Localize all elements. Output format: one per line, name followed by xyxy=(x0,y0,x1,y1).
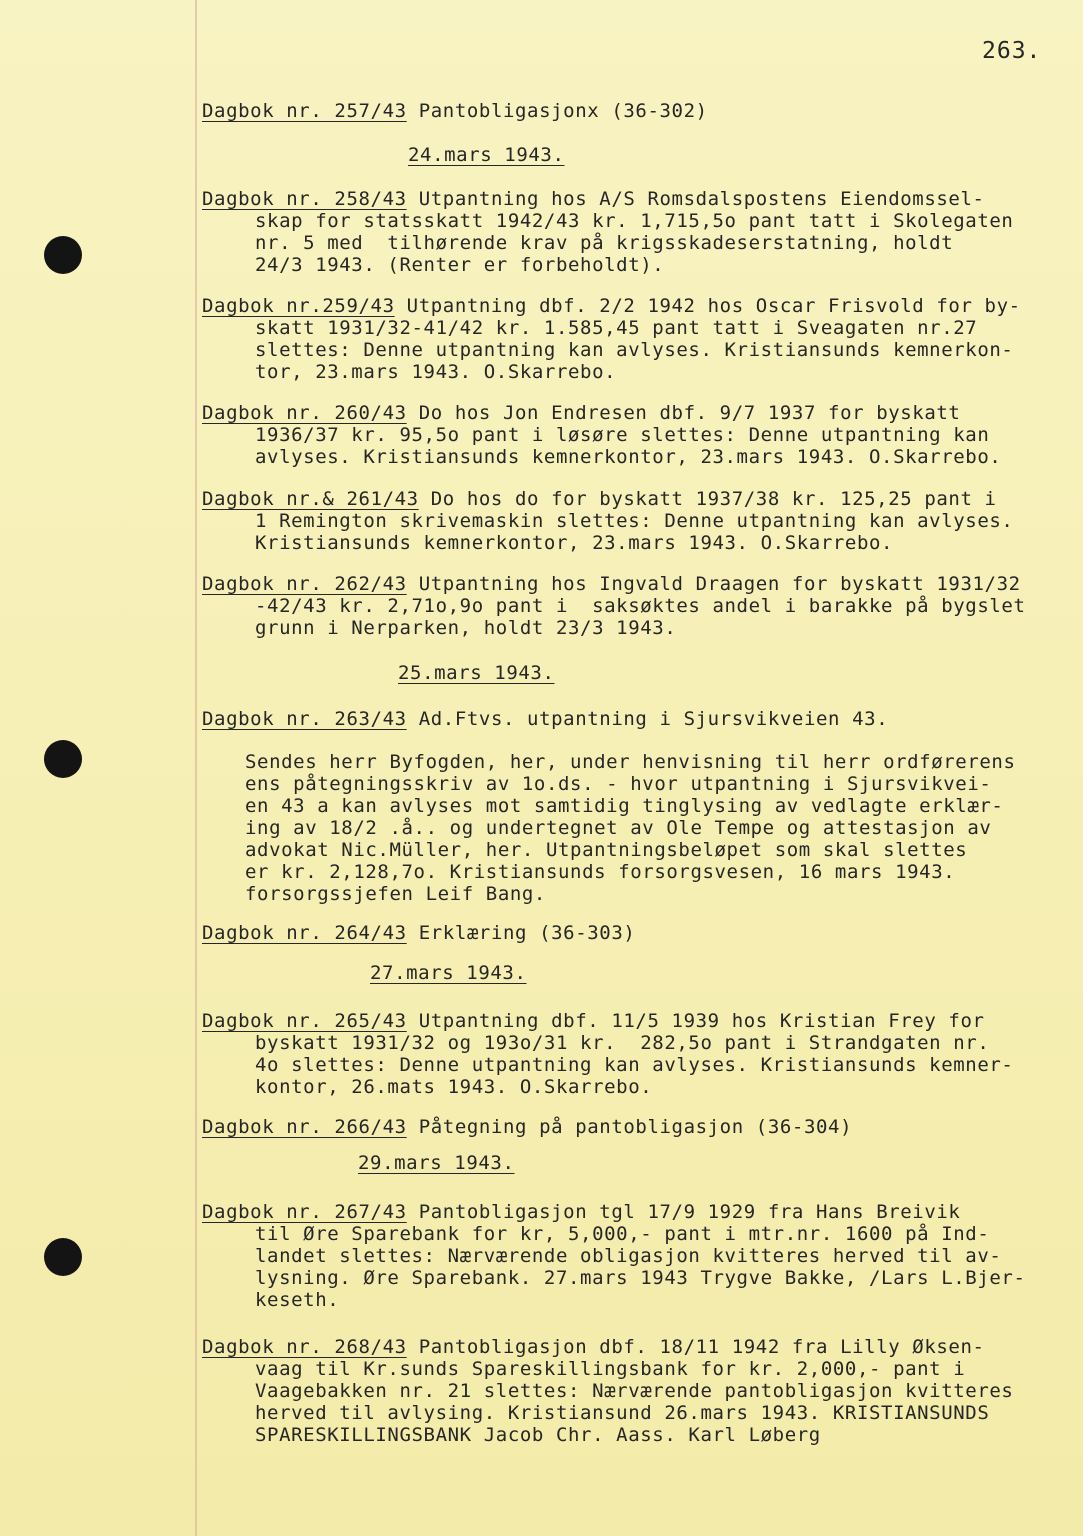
entry-line xyxy=(202,402,960,424)
entry-text: Pantobligasjonx (36-302) xyxy=(406,100,708,122)
entry-number: Dagbok nr. 263/43 xyxy=(202,708,407,730)
date-heading: 27.mars 1943. xyxy=(370,962,527,984)
entry-number: Dagbok nr.& 261/43 xyxy=(202,488,419,510)
date-heading: 29.mars 1943. xyxy=(358,1152,515,1174)
entry-line: skatt 1931/32-41/42 kr. 1.585,45 pant tatt i Sveagaten nr.27 xyxy=(255,317,978,339)
entry-line: en 43 a kan avlyses mot samtidig tinglysing av vedlagte erklær- xyxy=(245,795,1004,817)
entry-line xyxy=(202,488,997,510)
entry-line xyxy=(202,295,1021,317)
entry-text: Do hos do for byskatt 1937/38 kr. 125,25 pant i xyxy=(418,488,997,510)
entry-line: 4o slettes: Denne utpantning kan avlyses. Kristiansunds kemner- xyxy=(255,1054,1014,1076)
entry-line: skap for statsskatt 1942/43 kr. 1,715,5o pant tatt i Skolegaten xyxy=(255,210,1014,232)
entry-line: byskatt 1931/32 og 193o/31 kr. 282,5o pant i Strandgaten nr. xyxy=(255,1032,990,1054)
entry-line: ens påtegningsskriv av 1o.ds. - hvor utpantning i Sjursvikvei- xyxy=(245,773,992,795)
entry-text: Pantobligasjon tgl 17/9 1929 fra Hans Breivik xyxy=(406,1201,961,1223)
entry-line xyxy=(202,1336,985,1358)
entry-text: Pantobligasjon dbf. 18/11 1942 fra Lilly Øksen- xyxy=(406,1336,985,1358)
entry-line: nr. 5 med tilhørende krav på krigsskadeserstatning, holdt xyxy=(255,232,954,254)
punch-hole xyxy=(44,1238,82,1276)
entry-number: Dagbok nr. 260/43 xyxy=(202,402,407,424)
entry-number: Dagbok nr. 267/43 xyxy=(202,1201,407,1223)
entry-text: Påtegning på pantobligasjon (36-304) xyxy=(406,1116,853,1138)
entry-line xyxy=(202,1116,852,1138)
entry-number: Dagbok nr. 262/43 xyxy=(202,573,407,595)
entry-line xyxy=(202,1010,985,1032)
entry-line: forsorgssjefen Leif Bang. xyxy=(245,883,546,905)
entry-line xyxy=(202,922,635,944)
entry-line xyxy=(202,100,708,122)
entry-line: 24/3 1943. (Renter er forbeholdt). xyxy=(255,254,665,276)
entry-text: Utpantning hos A/S Romsdalspostens Eiendomssel- xyxy=(406,188,985,210)
entry-line: 1936/37 kr. 95,5o pant i løsøre slettes: Denne utpantning kan xyxy=(255,424,990,446)
entry-line: herved til avlysing. Kristiansund 26.mars 1943. KRISTIANSUNDS xyxy=(255,1402,990,1424)
entry-text: Utpantning hos Ingvald Draagen for byskatt 1931/32 xyxy=(406,573,1021,595)
entry-line xyxy=(202,573,1021,595)
entry-text: Do hos Jon Endresen dbf. 9/7 1937 for byskatt xyxy=(406,402,961,424)
entry-number: Dagbok nr. 268/43 xyxy=(202,1336,407,1358)
entry-text: Utpantning dbf. 11/5 1939 hos Kristian Frey for xyxy=(406,1010,985,1032)
entry-line: ing av 18/2 .å.. og undertegnet av Ole Tempe og attestasjon av xyxy=(245,817,992,839)
entry-text: Utpantning dbf. 2/2 1942 hos Oscar Frisvold for by- xyxy=(394,295,1021,317)
entry-line xyxy=(202,188,985,210)
entry-text: Erklæring (36-303) xyxy=(406,922,636,944)
page-number: 263. xyxy=(982,38,1042,64)
margin-line xyxy=(195,0,197,1536)
entry-number: Dagbok nr. 264/43 xyxy=(202,922,407,944)
entry-line: lysning. Øre Sparebank. 27.mars 1943 Trygve Bakke, /Lars L.Bjer- xyxy=(255,1267,1026,1289)
entry-line: avlyses. Kristiansunds kemnerkontor, 23.mars 1943. O.Skarrebo. xyxy=(255,446,1002,468)
date-heading: 24.mars 1943. xyxy=(408,144,565,166)
entry-line: 1 Remington skrivemaskin slettes: Denne utpantning kan avlyses. xyxy=(255,510,1014,532)
entry-line: -42/43 kr. 2,71o,9o pant i saksøktes andel i barakke på bygslet xyxy=(255,595,1026,617)
entry-line: tor, 23.mars 1943. O.Skarrebo. xyxy=(255,361,617,383)
entry-line: Sendes herr Byfogden, her, under henvisning til herr ordførerens xyxy=(245,751,1016,773)
entry-line: er kr. 2,128,7o. Kristiansunds forsorgsvesen, 16 mars 1943. xyxy=(245,861,956,883)
entry-line xyxy=(202,1201,960,1223)
entry-line: til Øre Sparebank for kr, 5,000,- pant i mtr.nr. 1600 på Ind- xyxy=(255,1223,990,1245)
entry-text: Ad.Ftvs. utpantning i Sjursvikveien 43. xyxy=(406,708,889,730)
entry-line: advokat Nic.Müller, her. Utpantningsbeløpet som skal slettes xyxy=(245,839,968,861)
date-heading: 25.mars 1943. xyxy=(398,662,555,684)
entry-line: slettes: Denne utpantning kan avlyses. Kristiansunds kemnerkon- xyxy=(255,339,1014,361)
entry-line: Kristiansunds kemnerkontor, 23.mars 1943. O.Skarrebo. xyxy=(255,532,894,554)
entry-number: Dagbok nr. 265/43 xyxy=(202,1010,407,1032)
entry-number: Dagbok nr. 257/43 xyxy=(202,100,407,122)
entry-line: Vaagebakken nr. 21 slettes: Nærværende pantobligasjon kvitteres xyxy=(255,1380,1014,1402)
entry-line: SPARESKILLINGSBANK Jacob Chr. Aass. Karl Løberg xyxy=(255,1424,821,1446)
entry-line: keseth. xyxy=(255,1289,340,1311)
entry-line: vaag til Kr.sunds Spareskillingsbank for kr. 2,000,- pant i xyxy=(255,1358,966,1380)
entry-line: grunn i Nerparken, holdt 23/3 1943. xyxy=(255,617,677,639)
entry-line: kontor, 26.mats 1943. O.Skarrebo. xyxy=(255,1076,653,1098)
entry-number: Dagbok nr.259/43 xyxy=(202,295,395,317)
entry-line: landet slettes: Nærværende obligasjon kvitteres herved til av- xyxy=(255,1245,1002,1267)
punch-hole xyxy=(44,740,82,778)
entry-line xyxy=(202,708,888,730)
entry-number: Dagbok nr. 258/43 xyxy=(202,188,407,210)
entry-number: Dagbok nr. 266/43 xyxy=(202,1116,407,1138)
punch-hole xyxy=(44,236,82,274)
